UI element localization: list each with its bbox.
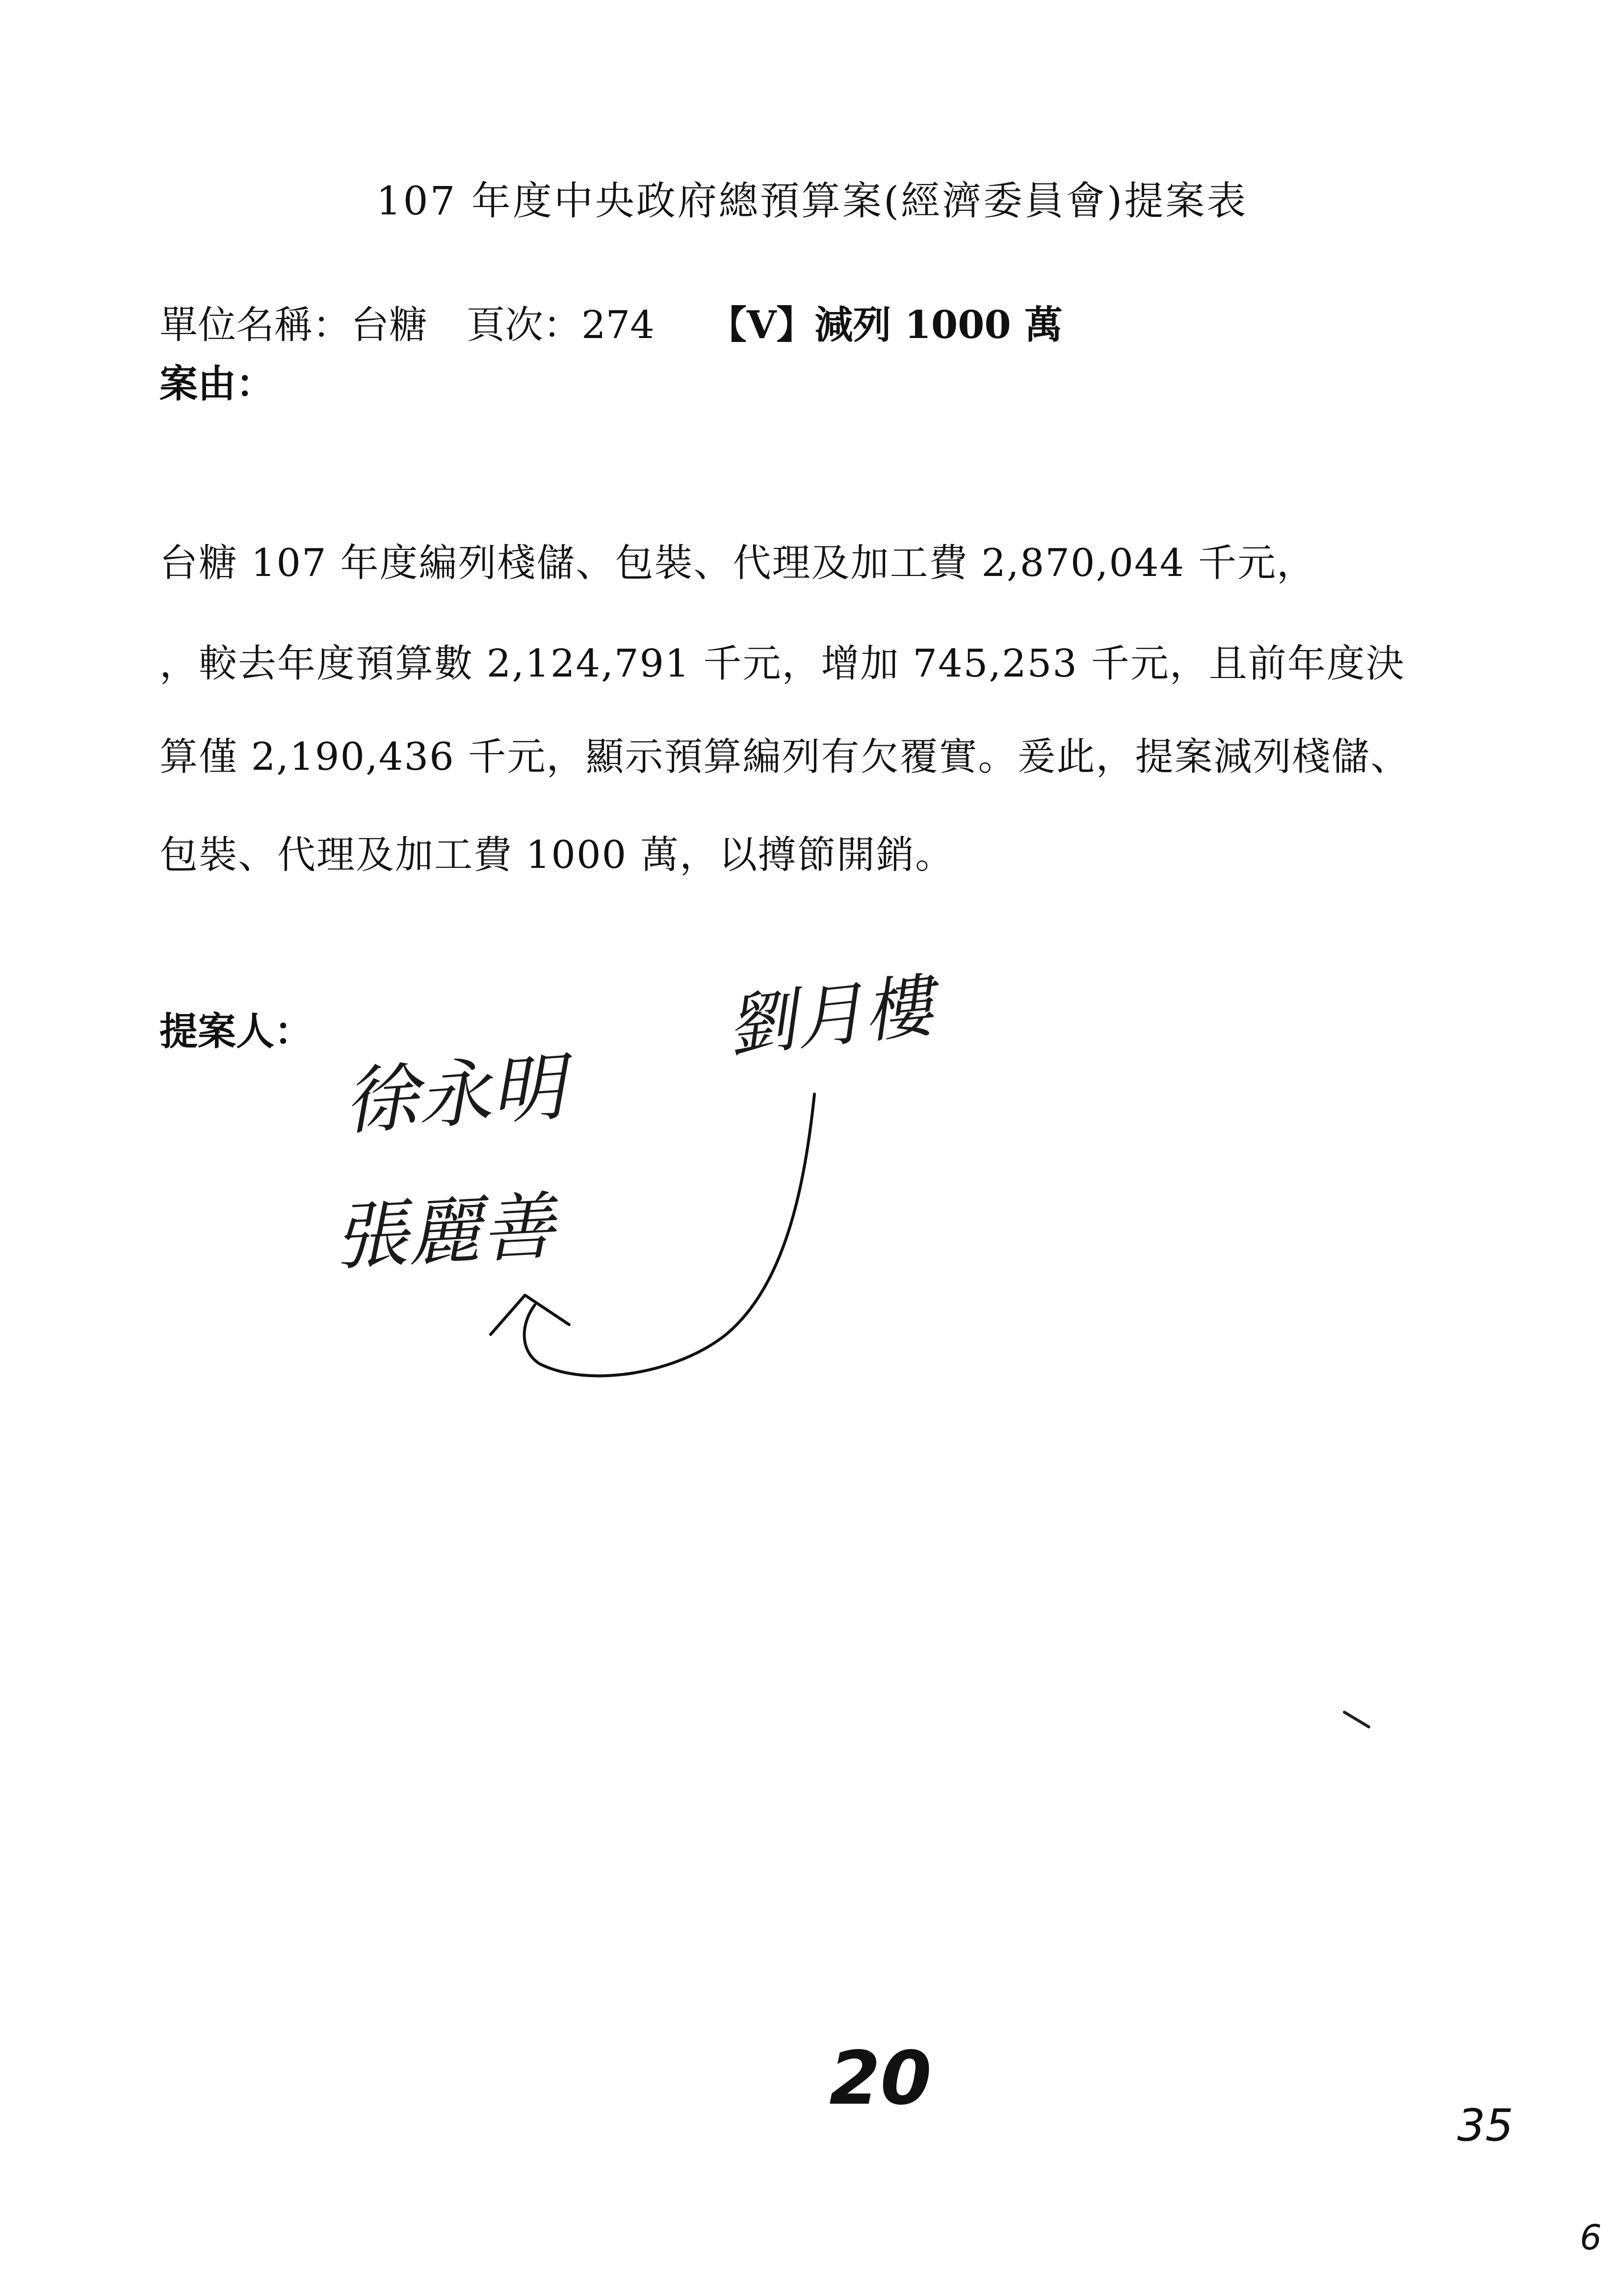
page-reference: 頁次：274 (467, 303, 655, 347)
handwritten-page-number: 20 (829, 2036, 932, 2121)
body-line-3: 算僅 2,190,436 千元，顯示預算編列有欠覆實。爰此，提案減列棧儲、 (159, 735, 1410, 779)
proposer-label: 提案人： (159, 1009, 313, 1054)
signature-2: 張麗善 (332, 1184, 557, 1281)
body-line-2: ，較去年度預算數 2,124,791 千元，增加 745,253 千元，且前年度決 (159, 642, 1405, 686)
edge-mark: 6 (1580, 2218, 1602, 2258)
meta-line (159, 294, 1063, 349)
handwritten-arrow-curve (524, 1094, 814, 1376)
signature-3: 劉月樓 (723, 966, 937, 1068)
action-checkbox-label: 【V】減列 1000 萬 (708, 303, 1063, 347)
signature-1: 徐永明 (341, 1044, 568, 1146)
body-line-1: 台糖 107 年度編列棧儲、包裝、代理及加工費 2,870,044 千元， (159, 541, 1316, 585)
reason-label: 案由： (159, 362, 275, 406)
stray-mark (1344, 1712, 1369, 1727)
document-title: 107 年度中央政府總預算案(經濟委員會)提案表 (376, 178, 1248, 224)
corner-mark: 35 (1457, 2100, 1514, 2151)
unit-name: 單位名稱：台糖 (159, 303, 428, 347)
handwritten-arrow-head (491, 1295, 569, 1334)
body-line-4: 包裝、代理及加工費 1000 萬，以撙節開銷。 (159, 833, 955, 877)
